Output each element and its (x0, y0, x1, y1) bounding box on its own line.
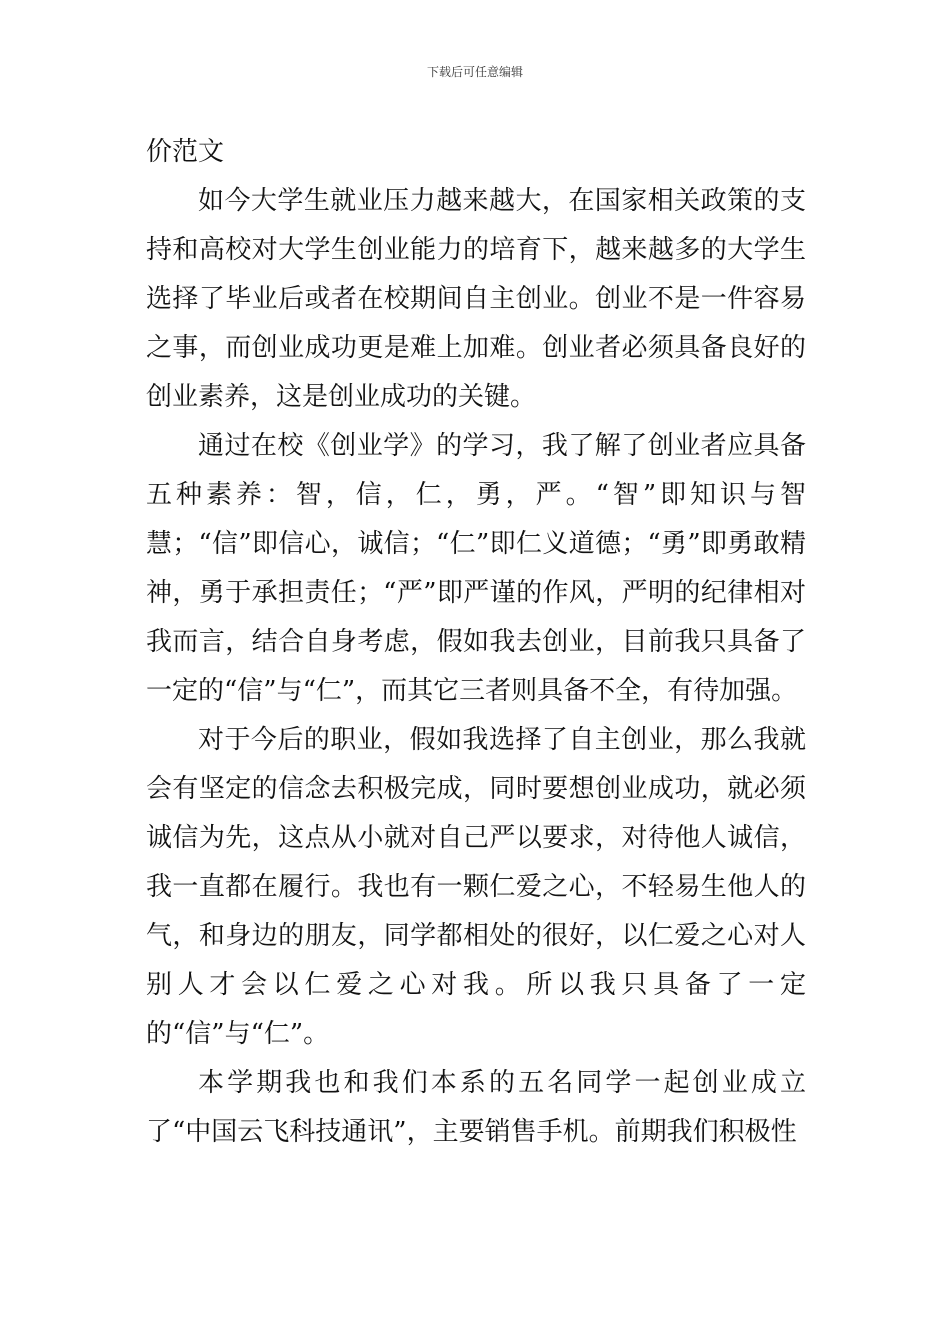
document-body (146, 128, 806, 1157)
paragraph-1: 如今大学生就业压力越来越大，在国家相关政策的支持和高校对大学生创业能力的培育下，越来越多的大学生选择了毕业后或者在校期间自主创业。创业不是一件容易之事，而创业成功更是难上加难。创业者必须具备良好的创业素养，这是创业成功的关键。 (146, 186, 806, 412)
paragraph-2: 通过在校《创业学》的学习，我了解了创业者应具备五种素养：智，信，仁，勇，严。“智”即知识与智慧；“信”即信心，诚信；“仁”即仁义道德；“勇”即勇敢精神，勇于承担责任；“严”即严谨的作风，严明的纪律相对我而言，结合自身考虑，假如我去创业，目前我只具备了一定的“信”与“仁”，而其它三者则具备不全，有待加强。 (146, 431, 806, 706)
paragraph-0: 价范文 (146, 137, 225, 167)
page-header: 下载后可任意编辑 (426, 65, 523, 79)
paragraph-3: 对于今后的职业，假如我选择了自主创业，那么我就会有坚定的信念去积极完成，同时要想创业成功，就必须诚信为先，这点从小就对自己严以要求，对待他人诚信，我一直都在履行。我也有一颗仁爱之心，不轻易生他人的气，和身边的朋友，同学都相处的很好，以仁爱之心对人别人才会以仁爱之心对我。所以我只具备了一定的“信”与“仁”。 (146, 725, 806, 1049)
paragraph-4: 本学期我也和我们本系的五名同学一起创业成立了“中国云飞科技通讯”，主要销售手机。前期我们积极性 (146, 1068, 806, 1147)
